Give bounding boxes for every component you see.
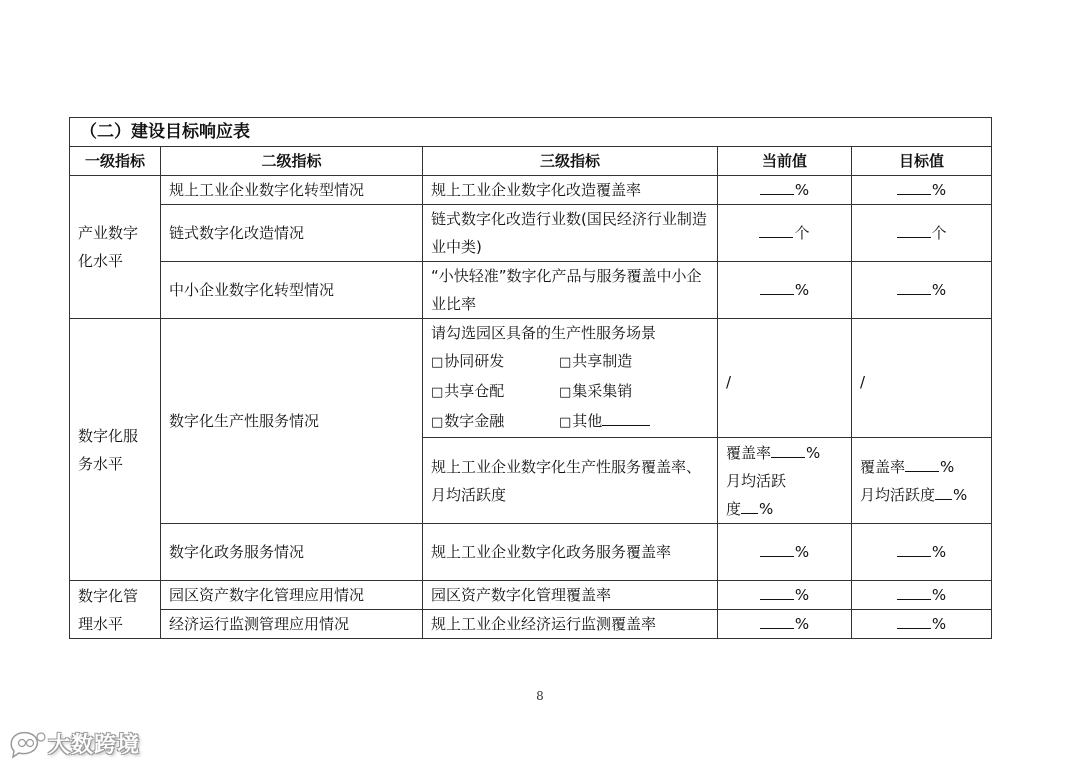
level3-cell: 链式数字化改造行业数(国民经济行业制造业中类) — [423, 205, 718, 262]
checkbox-centralized-purchasing[interactable]: □集采集销 — [559, 382, 633, 400]
table-row — [70, 319, 992, 438]
level3-cell: “小快轻准”数字化产品与服务覆盖中小企业比率 — [423, 262, 718, 319]
level2-cell: 中小企业数字化转型情况 — [161, 262, 423, 319]
target-value-field[interactable]: % — [852, 262, 992, 319]
level3-cell: 规上工业企业数字化改造覆盖率 — [423, 176, 718, 205]
target-value-field[interactable]: % — [852, 581, 992, 610]
current-value-field[interactable]: % — [718, 610, 852, 639]
level2-cell: 数字化政务服务情况 — [161, 524, 423, 581]
table-row — [70, 524, 992, 581]
level2-cell: 链式数字化改造情况 — [161, 205, 423, 262]
level3-cell: 规上工业企业数字化政务服务覆盖率 — [423, 524, 718, 581]
header-level3: 三级指标 — [423, 147, 718, 176]
level1-cell: 数字化管理水平 — [70, 581, 161, 639]
current-value-slash: / — [718, 319, 852, 438]
header-level1: 一级指标 — [70, 147, 161, 176]
target-value-field[interactable]: % — [852, 176, 992, 205]
checkbox-other[interactable]: □其他 — [559, 407, 687, 437]
target-value-field[interactable]: % — [852, 610, 992, 639]
level2-cell: 数字化生产性服务情况 — [161, 319, 423, 524]
current-value-field[interactable]: % — [718, 176, 852, 205]
checkbox-collab-rd[interactable]: □协同研发 — [431, 352, 505, 370]
scenario-prompt: 请勾选园区具备的生产性服务场景 — [431, 324, 657, 342]
current-value-field[interactable]: % — [718, 581, 852, 610]
table-row — [70, 581, 992, 610]
current-value-field[interactable]: % — [718, 524, 852, 581]
table-row — [70, 205, 992, 262]
page-number: 8 — [536, 689, 544, 703]
checkbox-shared-warehousing[interactable]: □共享仓配 — [431, 382, 505, 400]
table-row — [70, 176, 992, 205]
checkbox-digital-finance[interactable]: □数字金融 — [431, 412, 505, 430]
level1-cell: 产业数字化水平 — [70, 176, 161, 319]
table-row — [70, 610, 992, 639]
service-scenario-cell — [423, 319, 718, 438]
table-row — [70, 262, 992, 319]
current-value-field[interactable]: % — [718, 262, 852, 319]
checkbox-shared-manufacturing[interactable]: □共享制造 — [559, 352, 633, 370]
watermark — [8, 728, 140, 759]
level3-cell: 规上工业企业经济运行监测覆盖率 — [423, 610, 718, 639]
level1-cell: 数字化服务水平 — [70, 319, 161, 581]
goal-response-table — [69, 117, 992, 639]
level2-cell: 园区资产数字化管理应用情况 — [161, 581, 423, 610]
level2-cell: 经济运行监测管理应用情况 — [161, 610, 423, 639]
target-value-slash: / — [852, 319, 992, 438]
target-value-field[interactable]: % — [852, 524, 992, 581]
watermark-text: 大数跨境 — [48, 733, 141, 758]
header-level2: 二级指标 — [161, 147, 423, 176]
level2-cell: 规上工业企业数字化转型情况 — [161, 176, 423, 205]
current-value-field[interactable]: 覆盖率 % 月均活跃 度 % — [718, 438, 852, 524]
current-value-field[interactable]: 个 — [718, 205, 852, 262]
header-current: 当前值 — [718, 147, 852, 176]
table-title: （二）建设目标响应表 — [70, 118, 992, 147]
level3-cell: 规上工业企业数字化生产性服务覆盖率、月均活跃度 — [423, 438, 718, 524]
target-value-field[interactable]: 个 — [852, 205, 992, 262]
speech-bubble-logo-icon — [8, 729, 48, 759]
target-value-field[interactable]: 覆盖率 % 月均活跃度 % — [852, 438, 992, 524]
header-target: 目标值 — [852, 147, 992, 176]
level3-cell: 园区资产数字化管理覆盖率 — [423, 581, 718, 610]
